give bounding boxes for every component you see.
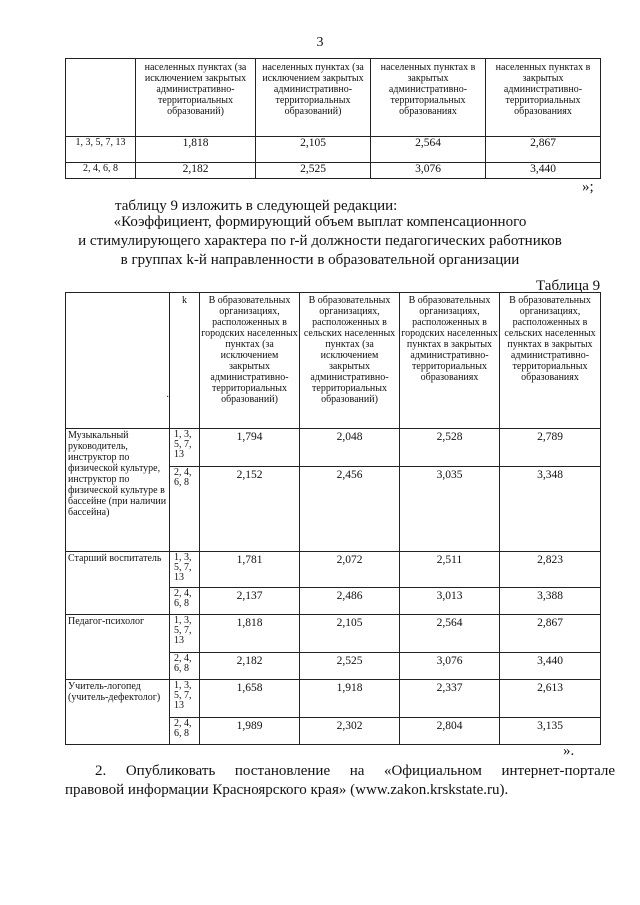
- header-cell: В образовательных организациях, расположенных в городских населенных пунктах в закрытых административно-территориальных образованиях: [400, 293, 500, 429]
- position-name: Учитель-логопед (учитель-дефектолог): [66, 680, 170, 745]
- table-caption: Таблица 9: [536, 278, 601, 294]
- header-cell: В образовательных организациях, расположенных в сельских населенных пунктах в закрытых административно-территориальных образованиях: [500, 293, 601, 429]
- value-cell: 3,076: [400, 653, 500, 680]
- value-cell: 2,152: [200, 467, 300, 552]
- value-cell: 2,511: [400, 552, 500, 588]
- k-cell: 1, 3, 5, 7, 13: [66, 137, 136, 163]
- value-cell: 1,918: [300, 680, 400, 718]
- value-cell: 2,525: [300, 653, 400, 680]
- k-cell: 2, 4, 6, 8: [66, 163, 136, 179]
- value-cell: 1,658: [200, 680, 300, 718]
- table-row: [66, 163, 601, 179]
- table-title-line: и стимулирующего характера по r-й должности педагогических работников: [78, 233, 562, 249]
- value-cell: 2,867: [486, 137, 601, 163]
- value-cell: 2,182: [200, 653, 300, 680]
- table-title-line: «Коэффициент, формирующий объем выплат компенсационного: [113, 214, 527, 230]
- k-cell: 2, 4, 6, 8: [170, 718, 200, 745]
- value-cell: 2,182: [136, 163, 256, 179]
- value-cell: 2,823: [500, 552, 601, 588]
- header-cell: В образовательных организациях, расположенных в городских населенных пунктах (за исключением закрытых административно-территориальных образований): [200, 293, 300, 429]
- value-cell: 3,035: [400, 467, 500, 552]
- value-cell: 3,135: [500, 718, 601, 745]
- header-cell: В образовательных организациях, расположенных в сельских населенных пунктах (за исключением закрытых административно-территориальных образований): [300, 293, 400, 429]
- value-cell: 3,440: [500, 653, 601, 680]
- header-cell-empty: [66, 59, 136, 137]
- k-cell: 1, 3, 5, 7, 13: [170, 552, 200, 588]
- value-cell: 3,440: [486, 163, 601, 179]
- table-title-line: в группах k-й направленности в образовательной организации: [120, 252, 520, 268]
- value-cell: 2,528: [400, 429, 500, 467]
- value-cell: 1,794: [200, 429, 300, 467]
- table-header-row: [66, 293, 601, 429]
- table-9: [65, 292, 601, 745]
- continued-coefficient-table: [65, 58, 601, 179]
- position-name: Педагог-психолог: [66, 615, 170, 680]
- value-cell: 2,804: [400, 718, 500, 745]
- value-cell: 1,818: [200, 615, 300, 653]
- value-cell: 2,105: [300, 615, 400, 653]
- value-cell: 2,048: [300, 429, 400, 467]
- table-header-row: [66, 59, 601, 137]
- header-cell: населенных пунктах (за исключением закрытых административно-территориальных образований): [136, 59, 256, 137]
- value-cell: 2,072: [300, 552, 400, 588]
- value-cell: 3,076: [371, 163, 486, 179]
- k-cell: 1, 3, 5, 7, 13: [170, 680, 200, 718]
- paragraph-2-line-2: правовой информации Красноярского края» (www.zakon.krskstate.ru).: [65, 782, 509, 798]
- value-cell: 3,388: [500, 588, 601, 615]
- value-cell: 2,564: [371, 137, 486, 163]
- header-cell: населенных пунктах в закрытых административно-территориальных образованиях: [486, 59, 601, 137]
- intro-text: таблицу 9 изложить в следующей редакции:: [115, 198, 398, 214]
- value-cell: 3,013: [400, 588, 500, 615]
- k-cell: 1, 3, 5, 7, 13: [170, 429, 200, 467]
- value-cell: 2,564: [400, 615, 500, 653]
- value-cell: 2,302: [300, 718, 400, 745]
- k-cell: 2, 4, 6, 8: [170, 588, 200, 615]
- k-cell: 2, 4, 6, 8: [170, 467, 200, 552]
- value-cell: 1,989: [200, 718, 300, 745]
- value-cell: 2,137: [200, 588, 300, 615]
- paragraph-2-line-1: 2. Опубликовать постановление на «Официальном интернет-портале: [95, 763, 615, 779]
- value-cell: 1,781: [200, 552, 300, 588]
- value-cell: 2,867: [500, 615, 601, 653]
- value-cell: 2,613: [500, 680, 601, 718]
- position-name: Музыкальный руководитель, инструктор по физической культуре, инструктор по физической культуре в бассейне (при наличии бассейна): [66, 429, 170, 552]
- table-row: [66, 429, 601, 467]
- table-row: [66, 137, 601, 163]
- header-cell: населенных пунктах в закрытых административно-территориальных образованиях: [371, 59, 486, 137]
- header-cell: населенных пунктах (за исключением закрытых административно-территориальных образований): [256, 59, 371, 137]
- header-cell-empty: [66, 293, 170, 429]
- table-row: [66, 615, 601, 653]
- value-cell: 1,818: [136, 137, 256, 163]
- k-cell: 1, 3, 5, 7, 13: [170, 615, 200, 653]
- value-cell: 2,337: [400, 680, 500, 718]
- value-cell: 2,525: [256, 163, 371, 179]
- value-cell: 2,105: [256, 137, 371, 163]
- value-cell: 3,348: [500, 467, 601, 552]
- closing-quote: ».: [563, 743, 575, 759]
- closing-quote: »;: [582, 179, 594, 195]
- k-cell: 2, 4, 6, 8: [170, 653, 200, 680]
- k-header: k: [170, 293, 200, 429]
- table-row: [66, 552, 601, 588]
- value-cell: 2,789: [500, 429, 601, 467]
- page-number: 3: [316, 35, 324, 50]
- table-row: [66, 680, 601, 718]
- value-cell: 2,456: [300, 467, 400, 552]
- scan-mark: ·: [166, 392, 170, 403]
- position-name: Старший воспитатель: [66, 552, 170, 615]
- value-cell: 2,486: [300, 588, 400, 615]
